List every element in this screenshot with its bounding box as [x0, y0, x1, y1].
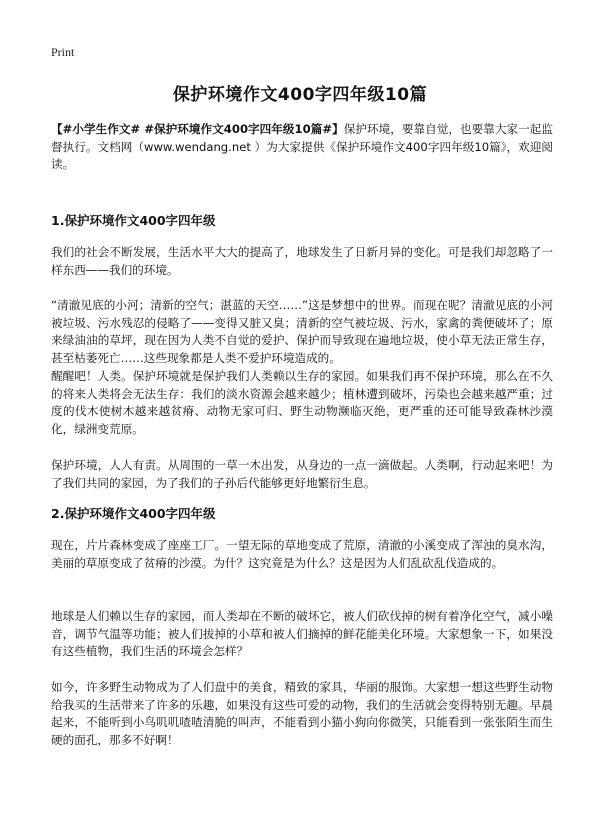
section-2-paragraph-2: 地球是人们赖以生存的家园，而人类却在不断的破坏它，被人们砍伐掉的树有着净化空气，减小噪音，调节气温等功能；被人们拔掉的小草和被人们摘掉的鲜花能美化环境。大家想象一下，如果没有这些植物，我们生活的环境会怎样？ [51, 609, 553, 658]
print-label: Print [51, 45, 75, 59]
section-2-paragraph-1: 现在，片片森林变成了座座工厂。一望无际的草地变成了荒原，清澈的小溪变成了浑浊的臭水沟，美丽的草原变成了贫瘠的沙漠。为什？这究竟是为什么？这是因为人们乱砍乱伐造成的。 [51, 538, 553, 570]
section-heading-2: 2.保护环境作文400字四年级 [51, 506, 216, 521]
section-2-paragraph-3: 如今，许多野生动物成为了人们盘中的美食，精致的家具，华丽的服饰。大家想一想这些野生动物给我买的生活带来了许多的乐趣，如果没有这些可爱的动物，我们的生活就会变得特别无趣。早晨起来，不能听到小鸟叽叽喳喳清脆的叫声，不能看到小猫小狗向你微笑，只能看到一张张陌生而生硬的面孔，那多不好啊！ [51, 680, 553, 747]
intro-paragraph [51, 121, 553, 174]
intro-tags: 【#小学生作文# #保护环境作文400字四年级10篇#】 [51, 122, 344, 136]
section-1-paragraph-1: 我们的社会不断发展，生活水平大大的提高了，地球发生了日新月异的变化。可是我们却忽略了一样东西——我们的环境。 [51, 245, 553, 277]
page-title: 保护环境作文400字四年级10篇 [172, 85, 428, 105]
section-1-paragraph-2: “清澈见底的小河；清新的空气；湛蓝的天空……”这是梦想中的世界。而现在呢？清澈见底的小河被垃圾、污水残忍的侵略了——变得又脏又臭；清新的空气被垃圾、污水，家禽的粪便破坏了；原来绿油油的草坪，现在因为人类不自觉的爱护、保护而导致现在遍地垃圾，使小草无法正常生存，甚至枯萎死亡……这些现象都是人类不爱护环境造成的。 [51, 298, 553, 365]
section-1-paragraph-4: 保护环境，人人有责。从周围的一草一木出发，从身边的一点一滴做起。人类啊，行动起来吧！为了我们共同的家园，为了我们的子孙后代能够更好地繁衍生息。 [51, 458, 553, 490]
intro-text: 保护环境，要靠自觉，也要靠大家一起监督执行。文档网（www.wendang.net ）为大家提供《保护环境作文400字四年级10篇》，欢迎阅读。 [51, 122, 553, 171]
section-heading-1: 1.保护环境作文400字四年级 [51, 213, 216, 228]
section-1-paragraph-3: 醒醒吧！人类。保护环境就是保护我们人类赖以生存的家园。如果我们再不保护环境，那么在不久的将来人类将会无法生存：我们的淡水资源会越来越少；植林遭到破坏，污染也会越来越严重；过度的伐木使树木越来越贫瘠、动物无家可归、野生动物濒临灭绝，更严重的还可能导致森林沙漠化，绿洲变荒原。 [51, 369, 553, 436]
